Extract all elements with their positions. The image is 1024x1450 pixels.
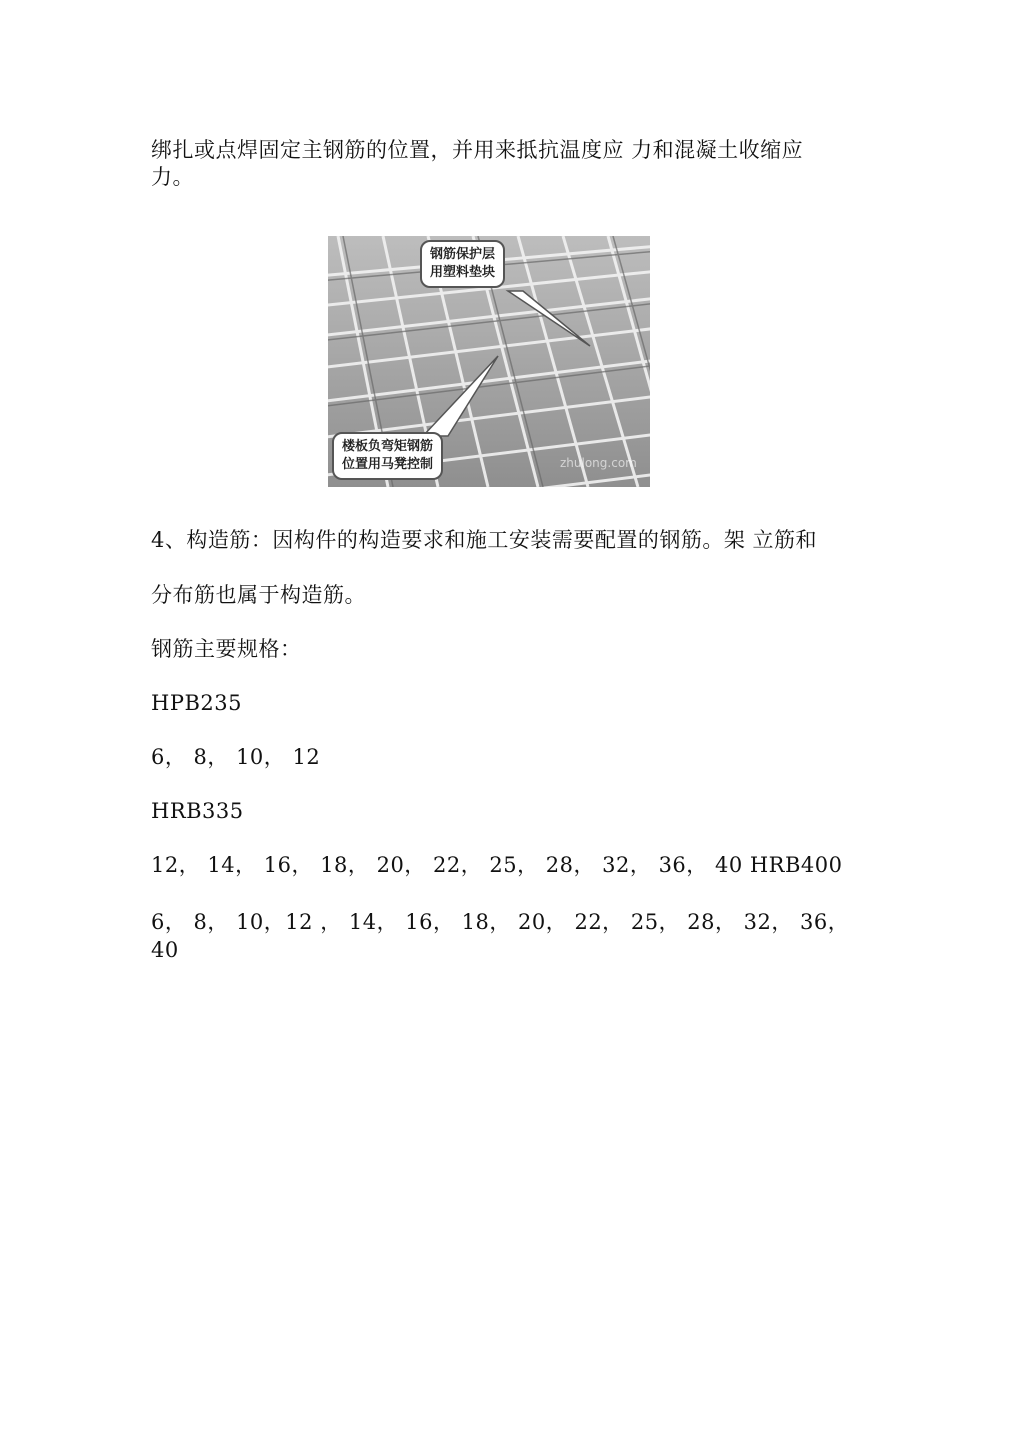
- paragraph1-line1: 绑扎或点焊固定主钢筋的位置，并用来抵抗温度应 力和混凝土收缩应: [151, 138, 804, 162]
- hrb400-sizes-line2: 40: [151, 938, 179, 962]
- callout-bottom: [332, 432, 443, 480]
- rebar-photo: [328, 236, 650, 487]
- callout-top-line2: 用塑料垫块: [430, 265, 496, 280]
- hpb235-sizes: 6， 8， 10， 12: [151, 745, 321, 769]
- callout-bottom-line2: 位置用马凳控制: [342, 457, 434, 472]
- paragraph2-line2: 分布筋也属于构造筋。: [151, 583, 366, 607]
- hrb400-sizes-line1: 6， 8， 10，12 ， 14， 16， 18， 20， 22， 25， 28， 32， 36，: [151, 910, 850, 934]
- callout-top-line1: 钢筋保护层: [430, 247, 496, 262]
- specs-heading: 钢筋主要规格：: [151, 637, 302, 661]
- paragraph2-line1: 4、构造筋：因构件的构造要求和施工安装需要配置的钢筋。架 立筋和: [151, 528, 818, 552]
- hpb235-label: HPB235: [151, 691, 242, 715]
- callout-top: [420, 240, 505, 288]
- callout-bottom-line1: 楼板负弯矩钢筋: [342, 439, 434, 454]
- watermark: zhulong.com: [560, 456, 637, 470]
- hrb335-sizes: 12， 14， 16， 18， 20， 22， 25， 28， 32， 36， 40 HRB400: [151, 853, 843, 877]
- hrb335-label: HRB335: [151, 799, 244, 823]
- paragraph1-line2: 力。: [151, 165, 194, 189]
